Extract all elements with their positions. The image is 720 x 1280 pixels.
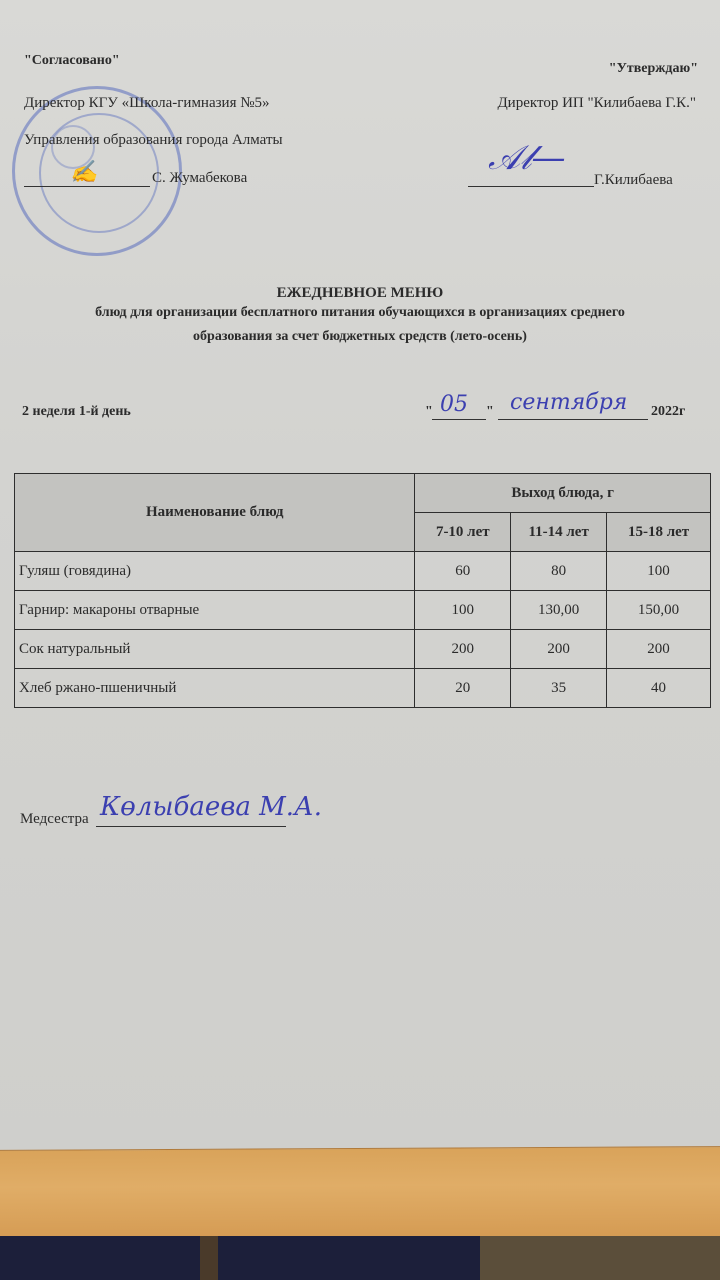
- dish-name: Сок натуральный: [15, 630, 415, 669]
- dish-value: 40: [607, 669, 711, 708]
- date-month-line: [498, 419, 648, 420]
- approval-left-signer: С. Жумабекова: [152, 170, 248, 186]
- header-age-7-10: 7-10 лет: [415, 513, 511, 552]
- dish-name: Гарнир: макароны отварные: [15, 591, 415, 630]
- table-row: [15, 669, 711, 708]
- approval-left-line1: Директор КГУ «Школа-гимназия №5»: [24, 95, 270, 111]
- menu-table: [14, 473, 711, 708]
- dish-value: 200: [415, 630, 511, 669]
- header-age-15-18: 15-18 лет: [607, 513, 711, 552]
- dish-value: 35: [511, 669, 607, 708]
- date-day-line: [432, 419, 486, 420]
- table-row: [15, 630, 711, 669]
- document-subtitle-line2: образования за счет бюджетных средств (лето-осень): [193, 329, 527, 344]
- date-year: 2022г: [651, 404, 686, 419]
- dish-name: Хлеб ржано-пшеничный: [15, 669, 415, 708]
- nurse-signature: Көлыбаева М.А.: [100, 792, 323, 822]
- signature-left-icon: ✍: [70, 160, 98, 185]
- document-title: ЕЖЕДНЕВНОЕ МЕНЮ: [276, 285, 444, 301]
- table-row: [15, 552, 711, 591]
- dish-value: 200: [607, 630, 711, 669]
- dish-value: 100: [415, 591, 511, 630]
- dish-value: 130,00: [511, 591, 607, 630]
- dish-value: 60: [415, 552, 511, 591]
- approval-right-signer: Г.Килибаева: [594, 172, 673, 188]
- signature-line-left: [24, 186, 150, 187]
- nurse-signature-line: [96, 826, 286, 827]
- dish-value: 200: [511, 630, 607, 669]
- header-age-11-14: 11-14 лет: [511, 513, 607, 552]
- approval-left-line2: Управления образования города Алматы: [24, 132, 283, 148]
- dish-value: 20: [415, 669, 511, 708]
- nurse-label: Медсестра: [20, 811, 89, 827]
- date-quote-open: ": [425, 404, 433, 419]
- dish-value: 100: [607, 552, 711, 591]
- date-quote-close: ": [486, 404, 494, 419]
- signature-right-icon: 𝒜𝓁—: [488, 138, 566, 178]
- date-day: 05: [440, 392, 468, 417]
- table-row: [15, 591, 711, 630]
- week-day-label: 2 неделя 1-й день: [22, 404, 131, 419]
- header-dish-name: Наименование блюд: [15, 474, 415, 552]
- dish-value: 80: [511, 552, 607, 591]
- floor-background: [0, 1236, 720, 1280]
- approval-right-title: "Утверждаю": [608, 61, 698, 76]
- date-month: сентября: [510, 390, 628, 415]
- approval-right-line1: Директор ИП "Килибаева Г.К.": [497, 95, 696, 111]
- table-edge: [0, 1146, 720, 1243]
- approval-left-title: "Согласовано": [24, 53, 120, 68]
- document-subtitle-line1: блюд для организации бесплатного питания обучающихся в организациях среднего: [95, 305, 625, 320]
- dish-name: Гуляш (говядина): [15, 552, 415, 591]
- header-yield: Выход блюда, г: [415, 474, 711, 513]
- signature-line-right: [468, 186, 594, 187]
- dish-value: 150,00: [607, 591, 711, 630]
